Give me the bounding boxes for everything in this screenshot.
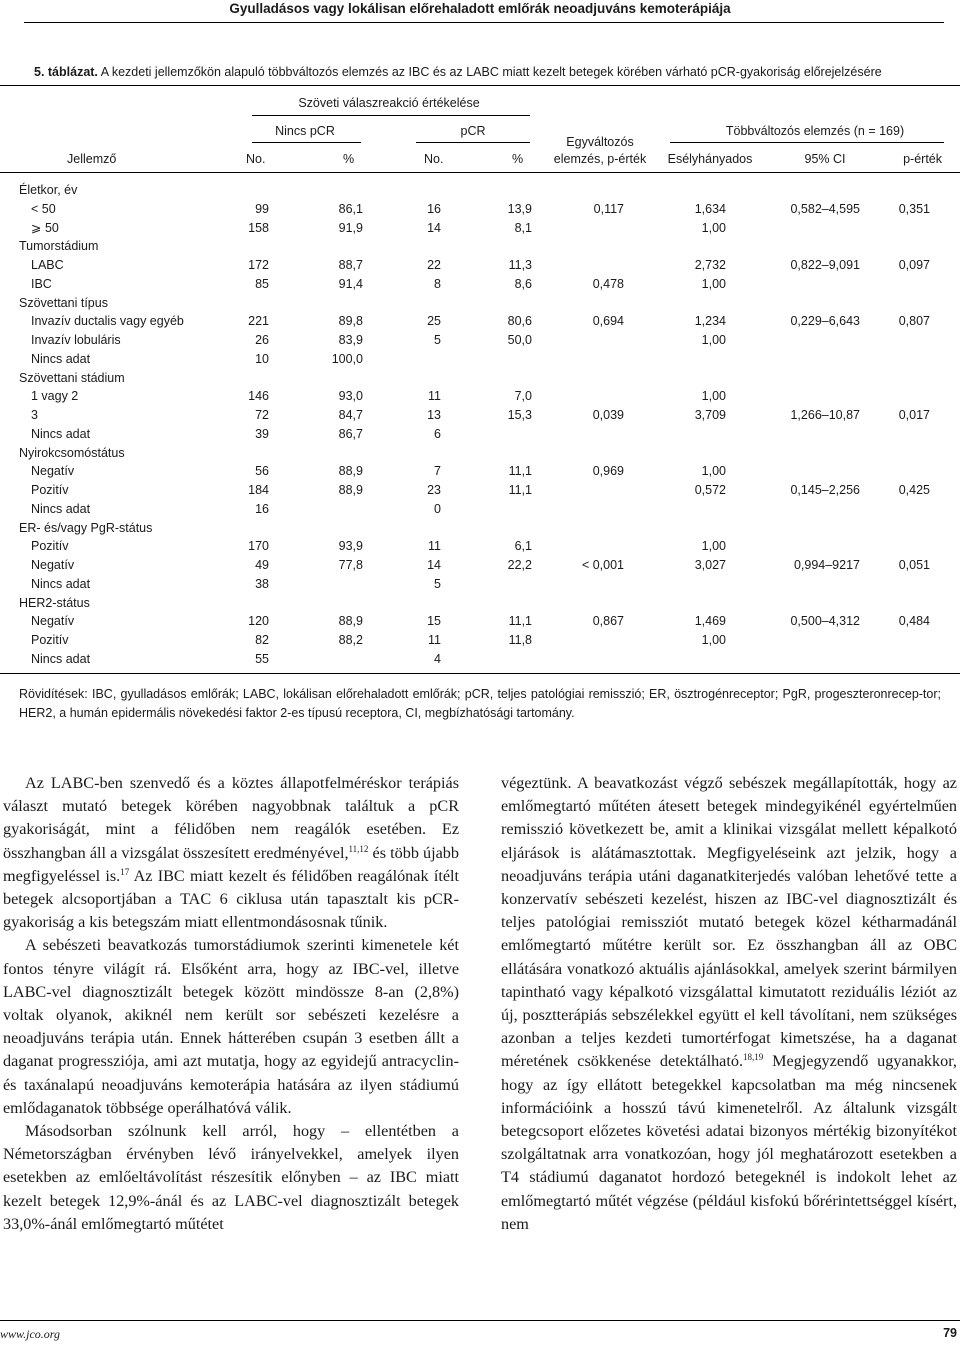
body-column-right [501,772,957,1236]
cell-no-pcr-count: 120 [248,614,269,629]
table-row [0,462,960,481]
body-column-left [3,772,459,1236]
cell-no-pcr-count: 39 [255,426,269,441]
table-row [0,350,960,369]
table-row [0,275,960,294]
cell-odds-ratio: 1,00 [701,389,726,404]
citation: 11,12 [348,843,369,854]
cell-pcr-count: 11 [428,633,441,647]
row-label: Nincs adat [31,351,91,366]
cell-univariate-p: 0,478 [592,276,624,291]
header-bottom-rule [0,172,960,173]
cell-p-value: 0,351 [898,201,930,216]
cell-no-pcr-count: 26 [255,333,269,347]
cell-no-pcr-count: 10 [255,351,269,366]
cell-pcr-percent: 22,2 [507,558,532,572]
cell-no-pcr-count: 82 [255,633,269,647]
cell-no-pcr-count: 56 [255,464,269,479]
cell-odds-ratio: 1,00 [701,276,726,291]
cell-pcr-count: 14 [427,558,441,572]
cell-ci: 0,822–9,091 [790,258,860,272]
cell-pcr-percent: 50,0 [507,333,532,347]
row-label: Pozitív [31,539,69,554]
cell-pcr-count: 13 [427,408,441,422]
row-label: 3 [31,408,38,422]
cell-no-pcr-count: 184 [248,483,269,497]
cell-no-pcr-count: 146 [248,389,269,404]
cell-pcr-percent: 13,9 [507,201,532,216]
header-no-pcr-rule [252,142,361,143]
cell-odds-ratio: 1,00 [701,633,726,647]
cell-no-pcr-count: 170 [248,539,269,554]
cell-no-pcr-count: 72 [255,408,269,422]
header-pcr-rule [416,142,530,143]
left-paragraph-1: Az LABC-ben szenvedő és a köztes állapotfelméréskor terápiás választ mutató betegek körében nagyobbnak találtuk a pCR gyakoriságát, mint a félidőben nem reagálók esetében. Ez összhangban áll a vizsgálat összesített eredményével,$^{11,12}$ és több újabb megfigyeléssel is.$^{17}$ Az IBC miatt kezelt és félidőben reagálónak ítélt betegek alcsoportjában a TAC 6 ciklusa után tapasztalt kis pCR-gyakoriság a kis betegszám miatt ellentmondásosnak tűnik. [3,774,459,932]
cell-no-pcr-count: 55 [255,651,269,666]
cell-no-pcr-count: 38 [255,576,269,591]
row-label: IBC [31,276,52,291]
row-label: Nincs adat [31,651,91,666]
table-row [0,537,960,556]
cell-odds-ratio: 0,572 [694,483,726,497]
cell-pcr-count: 0 [434,501,441,516]
row-group-label: HER2-státus [19,595,90,610]
cell-no-pcr-percent: 83,9 [338,333,363,347]
cell-ci: 0,500–4,312 [790,614,860,629]
row-label: Negatív [31,464,75,479]
cell-ci: 0,229–6,643 [790,314,860,329]
cell-pcr-percent: 7,0 [514,389,532,404]
table-top-rule [0,85,960,86]
cell-pcr-count: 4 [434,651,441,666]
cell-pcr-count: 11 [428,389,441,404]
row-label: Pozitív [31,633,69,647]
header-no1: No. [246,152,266,166]
cell-no-pcr-percent: 93,9 [338,539,363,554]
row-label: 1 vagy 2 [31,389,79,404]
row-label: Pozitív [31,483,69,497]
cell-pcr-percent: 8,6 [514,276,532,291]
cell-p-value: 0,484 [898,614,930,629]
row-group-label: Életkor, év [19,183,78,197]
row-label: Negatív [31,614,75,629]
cell-ci: 0,994–9217 [793,558,860,572]
left-paragraph-3: Másodsorban szólnunk kell arról, hogy – ellentétben a Németországban érvényben lévő irányelvekkel, amelyek ilyen esetekben az emlőeltávolítást részesítik előnyben – az IBC miatt kezelt betegek 12,9%-ánál és az LABC-vel diagnosztizált betegek 33,0%-ánál emlőmegtartó műtétet [3,1122,459,1233]
cell-odds-ratio: 1,00 [701,539,726,554]
cell-univariate-p: 0,694 [592,314,624,329]
row-label: Nincs adat [31,576,91,591]
cell-pcr-percent: 11,1 [508,614,532,629]
table-group-row [0,181,960,200]
header-univariate-line2: elemzés, p-érték [553,152,647,166]
table-row [0,219,960,238]
footer-rule [0,1320,960,1321]
row-group-label: Szövettani típus [19,295,108,310]
header-group-rule [252,115,530,116]
table-row [0,387,960,406]
table-row [0,331,960,350]
header-odds: Esélyhányados [667,152,753,166]
cell-no-pcr-percent: 77,8 [338,558,363,572]
header-pcr: pCR [460,124,486,138]
row-group-label: ER- és/vagy PgR-státus [19,520,153,535]
table-caption-label: 5. táblázat. [34,65,98,79]
cell-no-pcr-percent: 88,9 [338,483,363,497]
header-no-pcr: Nincs pCR [275,124,335,138]
cell-no-pcr-percent: 84,7 [338,408,363,422]
row-label: Invazív lobuláris [31,333,121,347]
row-label: Negatív [31,558,75,572]
cell-pcr-count: 15 [427,614,441,629]
row-label: < 50 [31,201,56,216]
row-label: Nincs adat [31,501,91,516]
cell-no-pcr-percent: 86,7 [338,426,363,441]
cell-pcr-percent: 11,1 [508,464,532,479]
row-label: LABC [31,258,64,272]
cell-univariate-p: < 0,001 [581,558,624,572]
cell-odds-ratio: 3,027 [694,558,726,572]
right-paragraph-1: végeztünk. A beavatkozást végző sebészek megállapították, hogy az emlőmegtartó műtéten átesett betegek mindegyikénél egyértelműen remisszió következett be, amit a klinikai vizsgálat mellett képalkotó eljárások is alátámasztottak. Megfigyeléseink azt jelzik, hogy a neoadjuváns terápia utáni daganatkiterjedés valóban lehetővé tette a konzervatív sebészeti kezelést, hiszen az IBC-vel diagnosztizált és teljes patológiai remissziót mutató betegek közel kétharmadánál emlőmegtartó műtétre került sor. Ez összhangban áll az OBC ellátására vonatkozó aktuális ajánlásokkal, amelyek szerint bármilyen tapintható vagy képalkotó vizsgálattal kimutatott reziduális léziót az új, posztterápiás sebszélekkel együtt el kell távolítani, nem szükséges azonban a teljes kezdeti tumortérfogat kimetszése, ha a daganat méretének csökkenése detektálható.$^{18,19}$ Megjegyzendő ugyanakkor, hogy az így ellátott betegekkel kapcsolatban ma még nincsenek információink a hosszú távú kimenetelről. Az általunk vizsgált betegcsoport előzetes követési adatai bizonyos mértékig bizonyítékot szolgáltatnak arra vonatkozóan, hogy jól meghatározott esetekben a T4 stádiumú daganatot hordozó betegeknél is indokolt lehet az emlőmegtartó műtét végzése (például kisfokú bőrérintettséggel kísért, nem [501,774,957,1233]
cell-odds-ratio: 1,00 [701,220,726,235]
cell-pcr-count: 14 [427,220,441,235]
cell-no-pcr-count: 16 [255,501,269,516]
cell-pcr-count: 16 [427,201,441,216]
row-label: Nincs adat [31,426,91,441]
cell-pcr-count: 5 [434,576,441,591]
cell-odds-ratio: 1,634 [694,201,726,216]
table-group-row [0,237,960,256]
cell-odds-ratio: 1,469 [694,614,726,629]
cell-p-value: 0,425 [898,483,930,497]
row-label: Invazív ductalis vagy egyéb [31,314,184,329]
cell-no-pcr-percent: 88,9 [338,614,363,629]
table-caption [34,64,944,80]
footer-url[interactable]: www.jco.org [0,1327,61,1341]
cell-pcr-percent: 15,3 [507,408,532,422]
cell-univariate-p: 0,039 [592,408,624,422]
citation: 18,19 [743,1052,764,1063]
table-row [0,575,960,594]
table-row [0,631,960,650]
cell-no-pcr-percent: 93,0 [338,389,363,404]
cell-no-pcr-percent: 91,4 [338,276,363,291]
cell-pcr-percent: 80,6 [507,314,532,329]
cell-no-pcr-percent: 88,9 [338,464,363,479]
table-group-row [0,594,960,613]
cell-no-pcr-percent: 91,9 [338,220,363,235]
cell-pcr-count: 22 [427,258,441,272]
cell-pcr-count: 8 [434,276,441,291]
cell-no-pcr-percent: 100,0 [331,351,363,366]
cell-univariate-p: 0,867 [592,614,624,629]
cell-ci: 0,145–2,256 [790,483,860,497]
cell-pcr-percent: 6,1 [514,539,532,554]
cell-no-pcr-count: 221 [248,314,269,329]
cell-ci: 0,582–4,595 [790,201,860,216]
cell-odds-ratio: 1,00 [701,333,726,347]
cell-univariate-p: 0,969 [592,464,624,479]
cell-no-pcr-count: 158 [248,220,269,235]
table-group-row [0,519,960,538]
table-row [0,312,960,331]
cell-pcr-percent: 11,3 [508,258,532,272]
header-rule [24,22,944,23]
cell-pcr-count: 11 [428,539,441,554]
cell-p-value: 0,097 [898,258,930,272]
cell-odds-ratio: 1,234 [694,314,726,329]
header-feature: Jellemző [67,152,117,166]
left-paragraph-2: A sebészeti beavatkozás tumorstádiumok szerinti kimenetele két fontos tényre világít rá. Elsőként arra, hogy az IBC-vel, illetve LABC-vel diagnosztizált betegek között mindössze 8-an (2,8%) voltak olyanok, akiknél nem került sor sebészeti kezelésre a neoadjuváns terápia után. Ennek hátterében csupán 3 esetben állt a daganat progressziója, ami azt mutatja, hogy az egyidejű antracyclin- és taxánalapú neoadjuváns kemoterápia hatására az ilyen stádiumú emlődaganatok többsége operálhatóvá válik. [3,936,459,1117]
cell-univariate-p: 0,117 [593,201,624,216]
cell-p-value: 0,051 [898,558,930,572]
cell-pcr-count: 5 [434,333,441,347]
cell-ci: 1,266–10,87 [790,408,860,422]
cell-odds-ratio: 2,732 [694,258,726,272]
cell-pcr-count: 23 [427,483,441,497]
table-row [0,650,960,669]
table-bottom-rule [0,673,960,674]
cell-no-pcr-percent: 88,2 [338,633,363,647]
header-p: p-érték [903,152,942,166]
header-group-response: Szöveti válaszreakció értékelése [298,96,480,110]
row-group-label: Szövettani stádium [19,370,125,385]
table-row [0,256,960,275]
cell-no-pcr-count: 172 [248,258,269,272]
cell-no-pcr-count: 49 [255,558,269,572]
table-row [0,500,960,519]
cell-no-pcr-count: 99 [255,201,269,216]
cell-pcr-percent: 8,1 [514,220,532,235]
cell-odds-ratio: 3,709 [694,408,726,422]
header-multivariate: Többváltozós elemzés (n = 169) [725,124,905,138]
cell-p-value: 0,807 [898,314,930,329]
table-row [0,612,960,631]
cell-p-value: 0,017 [898,408,930,422]
table-row [0,425,960,444]
header-pct2: % [512,152,524,166]
cell-pcr-count: 7 [434,464,441,479]
cell-pcr-percent: 11,8 [508,633,532,647]
row-group-label: Tumorstádium [19,239,99,254]
header-ci: 95% CI [804,152,846,166]
row-label: ⩾ 50 [31,220,59,235]
table-group-row [0,369,960,388]
page-number: 79 [943,1326,957,1340]
header-multivariate-rule [670,142,944,143]
header-univariate-line1: Egyváltozós [566,135,634,149]
table-abbreviations: Rövidítések: IBC, gyulladásos emlőrák; LABC, lokálisan előrehaladott emlőrák; pCR, teljes patológiai remisszió; ER, ösztrogénreceptor; PgR, progeszteronrecep-tor; HER2, a humán epidermális növekedési faktor 2-es típusú receptora, CI, megbízhatósági tartomány. [19,687,941,720]
row-group-label: Nyirokcsomóstátus [19,445,125,460]
header-pct1: % [343,152,355,166]
table-caption-text: A kezdeti jellemzőkön alapuló többváltozós elemzés az IBC és az LABC miatt kezelt betegek körében várható pCR-gyakoriság előrejelzésére [100,65,882,79]
citation: 17 [120,866,130,877]
table-row [0,200,960,219]
cell-pcr-count: 6 [434,426,441,441]
cell-pcr-percent: 11,1 [508,483,532,497]
cell-pcr-count: 25 [427,314,441,329]
running-head: Gyulladásos vagy lokálisan előrehaladott emlőrák neoadjuváns kemoterápiája [229,1,731,16]
table-row [0,406,960,425]
cell-no-pcr-percent: 89,8 [338,314,363,329]
table-row [0,481,960,500]
cell-no-pcr-count: 85 [255,276,269,291]
table-group-row [0,294,960,313]
header-no2: No. [424,152,444,166]
cell-no-pcr-percent: 86,1 [338,201,363,216]
table-row [0,556,960,575]
cell-no-pcr-percent: 88,7 [338,258,363,272]
cell-odds-ratio: 1,00 [701,464,726,479]
table-group-row [0,444,960,463]
